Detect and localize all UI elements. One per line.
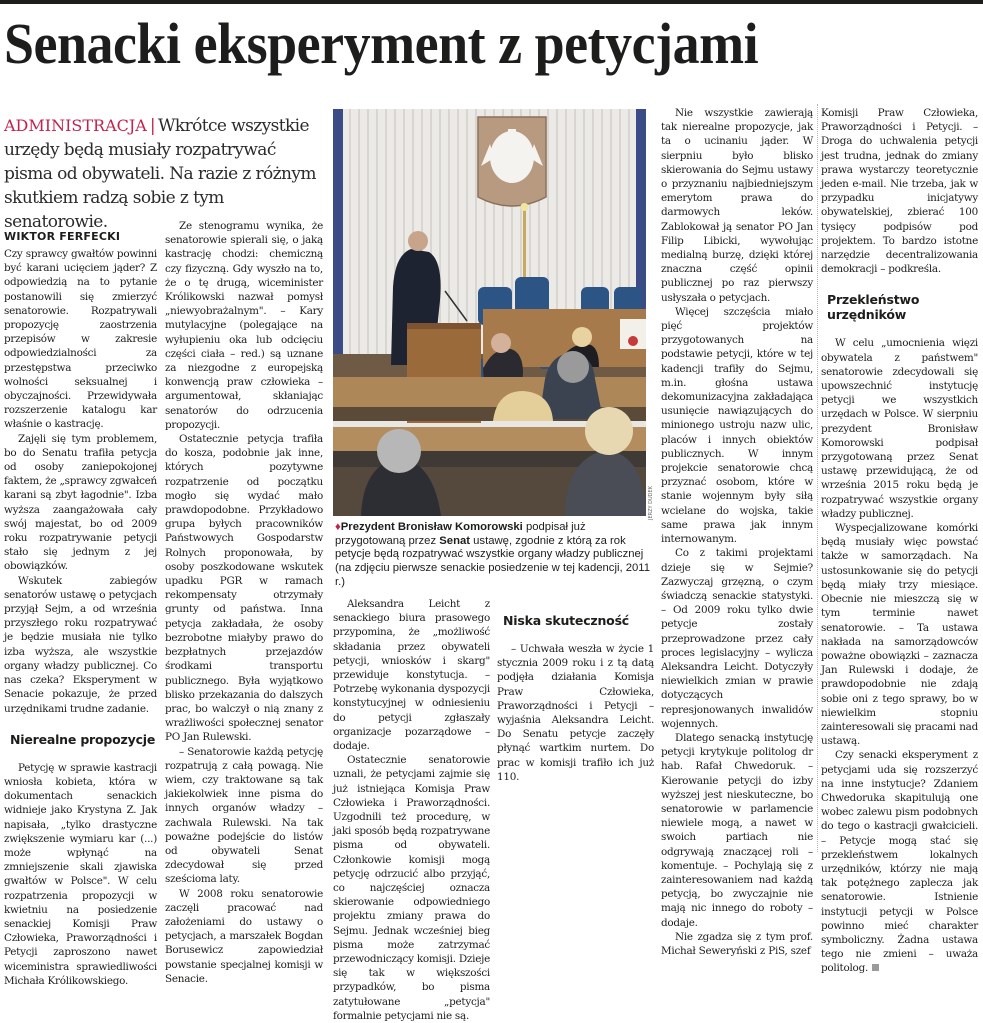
article-lead bbox=[4, 114, 326, 234]
paragraph: Wyspecjalizowane komórki będą musiały więc powstać także w samorządach. Na ustosunkowanie się do petycji będą miały trzy miesiące. Obecnie nie mieszczą się w tym terminie nawet senatorowie. – Ta ustawa nakłada na samorządowców poważne obowiązki – zaznacza Jan Rulewski i dodaje, że prawdopodobnie nie zdają sobie oni z tego sprawy, bo w niewielkim stopniu zainteresowali się pracami nad ustawą. bbox=[821, 522, 978, 748]
article-headline: Senacki eksperyment z petycjami bbox=[4, 11, 759, 76]
caption-text-2: ustawę, zgodnie z którą za rok petycje będą rozpatrywać wszystkie organy władzy publicznej (na zdjęciu pierwsze senackie posiedzenie w tej kadencji, 2011 r.) bbox=[335, 534, 651, 588]
subheading: Przekleństwo urzędników bbox=[827, 292, 920, 323]
photo-caption bbox=[335, 521, 655, 590]
caption-text-1: podpisał już przygotowaną przez bbox=[335, 521, 586, 547]
paragraph: Dlatego senacką instytucję petycji krytykuje politolog dr hab. Rafał Chwedoruk. – Kierowanie petycji do izby wyższej jest nieskuteczne, bo senatorowie w parlamencie niewiele mogą, a nawet w swoich partiach nie odgrywają znaczącej roli – komentuje. – Pochylają się z zainteresowaniem nad każdą petycją, bo zwyczajnie nie mają nic innego do roboty – dodaje. bbox=[661, 731, 813, 929]
paragraph: Komisji Praw Człowieka, Praworządności i Petycji. – Droga do uchwalenia petycji jest trudna, jednak do zmiany prawa wystarczy teoretycznie jeden e-mail. Nie trzeba, jak w przypadku inicjatywy obywatelskiej, zbierać 100 tysięcy podpisów pod projektem. To bardzo istotne narzędzie decentralizowania demokracji – podkreśla. bbox=[821, 107, 978, 276]
author-byline: WIKTOR FERFECKI bbox=[4, 230, 121, 243]
paragraph: – Senatorowie każdą petycję rozpatrują z całą powagą. Nie wiem, czy traktowane są tak jakiekolwiek inne pisma do innych organów władzy – zachwala Rulewski. Na tak poważne podejście do listów od obywateli Senat zdecydował się przed sześcioma laty. bbox=[165, 745, 323, 886]
wall-trim-left bbox=[333, 109, 343, 359]
text-column-2 bbox=[165, 219, 323, 986]
paragraph: Ostatecznie senatorowie uznali, że petycjami zajmie się już istniejąca Komisja Praw Człowieka i Praworządności. Uzgodnili też procedurę, w jaki sposób będą rozpatrywane pisma od obywateli. Członkowie komisji mogą petycję odrzucić albo przyjąć, co najczęściej oznacza skierowanie odpowiedniego projektu zmiany prawa do Sejmu. Jednak wcześniej bieg pisma może zatrzymać przewodniczący komisji. Dzieje się tak w większości przypadków, bo pisma zatytułowane „petycja" formalnie petycjami nie są. bbox=[333, 754, 490, 1022]
caption-bullet-icon: ♦ bbox=[335, 521, 341, 533]
paragraph: Ostatecznie petycja trafiła do kosza, podobnie jak inne, których pozytywne rozpatrzenie od początku mogło się wydać mało prawdopodobne. Przykładowo grupa byłych pracowników Państwowych Gospodarstw Rolnych proponowała, by osoby poszkodowane wskutek upadku PGR w ramach rekompensaty otrzymały grunty od państwa. Inna petycja zakładała, że osoby bezrobotne miałyby prawo do bezpłatnych przejazdów środkami transportu publicznego. Była wyjątkowo blisko przekazania do dalszych prac, bo walczył o nią znany z wrażliwości społecznej senator PO Jan Rulewski. bbox=[165, 433, 323, 744]
top-rule bbox=[0, 0, 983, 4]
column-divider bbox=[817, 104, 818, 852]
lead-text: Wkrótce wszystkie urzędy będą musiały rozpatrywać pisma od obywateli. Na razie z różnym skutkiem radzą sobie z tym senatorowie. bbox=[4, 116, 316, 232]
senate-chamber-illustration bbox=[333, 109, 646, 516]
senate-photo bbox=[333, 109, 646, 516]
paragraph: Co z takimi projektami dzieje się w Sejmie? Zazwyczaj grzęzną, o czym świadczą senackie statystyki. – Od 2009 roku tylko dwie petycje zostały przeprowadzone przez cały proces legislacyjny – wylicza Aleksandra Leicht. Dotyczyły niewielkich zmian w prawie dotyczących represjonowanych inwalidów wojennych. bbox=[661, 547, 813, 730]
text-column-6 bbox=[821, 106, 978, 976]
paragraph: W celu „umocnienia więzi obywatela z państwem" senatorowie zdecydowali się upowszechnić instytucję petycji we wszystkich urzędach w Polsce. W sierpniu prezydent Bronisław Komorowski podpisał przygotowaną przez Senat ustawę przewidującą, że od września 2015 roku będą je rozpatrywać wszystkie organy władzy publicznej. bbox=[821, 337, 978, 520]
text-column-3 bbox=[333, 597, 490, 1023]
text-column-5 bbox=[661, 106, 813, 958]
paragraph: Aleksandra Leicht z senackiego biura prasowego przypomina, że „możliwość składania przez obywateli petycji, wniosków i skarg" przewiduje konstytucja. – Potrzebę wykonania dyspozycji konstytucyjnej w odniesieniu do petycji zgłaszały organizacje pozarządowe – dodaje. bbox=[333, 598, 490, 753]
section-separator: | bbox=[149, 116, 155, 136]
paragraph: Nie zgadza się z tym prof. Michał Seweryński z PiS, szef bbox=[661, 930, 813, 957]
subheading: Niska skuteczność bbox=[503, 613, 630, 628]
paragraph: W 2008 roku senatorowie zaczęli pracować nad założeniami do ustawy o petycjach, a marszałek Bogdan Borusewicz zapowiedział powstanie specjalnej komisji w Senacie. bbox=[165, 887, 323, 985]
paragraph: Czy sprawcy gwałtów powinni być karani ucięciem jąder? Z odpowiedzią na to pytanie postanowili się zmierzyć senatorowie. Rozpatrywali propozycję zaostrzenia przepisów w zakresie odpowiedzialności za przestępstwa przeciwko wolności seksualnej i obyczajności. Przewidywała rozszerzenie katalogu kar właśnie o kastrację. bbox=[4, 248, 157, 431]
paragraph: Ze stenogramu wynika, że senatorowie spierali się, o jaką kastrację chodzi: chemiczną czy fizyczną. Gdy wyszło na to, że o tę drugą, wiceminister Królikowski nazwał pomysł „niewyobrażalnym". – Kary mutylacyjne (polegające na wyłupieniu oka lub odcięciu części ciała – red.) są uznane za niezgodne z europejską konwencją praw człowieka – argumentował, skłaniając senatorów do odrzucenia propozycji. bbox=[165, 220, 323, 431]
photo-credit: JERZY DUDEK bbox=[648, 486, 654, 520]
text-column-1 bbox=[4, 247, 157, 988]
paragraph: Zajęli się tym problemem, bo do Senatu trafiła petycja od osoby zaniepokojonej faktem, że „sprawcy zgwałceń karani są zbyt łagodnie". Izba wyższa zaangażowała cały swój majestat, bo od 2009 roku rozpatrywanie petycji stało się jednym z jej obowiązków. bbox=[4, 432, 157, 573]
subheading: Nierealne propozycje bbox=[10, 731, 156, 747]
paragraph: Więcej szczęścia miało pięć projektów przygotowanych na podstawie petycji, które w tej kadencji trafiły do Sejmu, m.in. głośna ustawa dekomunizacyjna zakładająca usunięcie nawiązujących do minionego ustroju nazw ulic, placów i innych obiektów publicznych. W innym projekcie senatorowie chcą przyznać osobom, które w stanie wojennym były siłą wcielane do wojska, takie same prawa jak innym internowanym. bbox=[661, 305, 813, 546]
paragraph: Wskutek zabiegów senatorów ustawę o petycjach przyjął Sejm, a od września przyszłego roku rozpatrywać je będzie musiała nie tylko izba wyższa, ale wszystkie organy władzy publicznej. Co nas czeka? Eksperyment w Senacie pokazuje, że przed urzędnikami trudne zadanie. bbox=[4, 574, 157, 715]
paragraph: Czy senacki eksperyment z petycjami uda się rozszerzyć na inne instytucje? Zdaniem Chwedoruka skapitulują one wobec zalewu pism podobnych do tego o kastracji gwałcicieli. – Petycje mogą stać się przekleństwem lokalnych urzędników, którzy nie mają tak potężnego zaplecza jak senatorowie. Istnienie instytucji petycji w Polsce powinno mieć charakter symboliczny. Żadna ustawa tego nie zmieni – uważa politolog. bbox=[821, 749, 978, 975]
end-of-article-icon bbox=[872, 964, 879, 971]
paragraph: – Uchwała weszła w życie 1 stycznia 2009 roku i z tą datą podjęła działania Komisja Praw Człowieka, Praworządności i Petycji – wyjaśnia Aleksandra Leicht. Do Senatu petycje zaczęły płynąć wartkim nurtem. Do prac w komisji trafiło ich już 110. bbox=[497, 643, 654, 783]
section-label: ADMINISTRACJA bbox=[4, 116, 147, 135]
paragraph: Petycję w sprawie kastracji wniosła kobieta, która w dokumentach senackich widnieje jako Krystyna Z. Jak napisała, „tylko drastyczne zwiększenie wymiaru kar (...) może wpłynąć na zmniejszenie skali zjawiska gwałtów w Polsce". W celu rozpatrzenia propozycji w kwietniu na posiedzenie senackiej Komisji Praw Człowieka, Praworządności i Petycji zaproszono nawet wiceministra sprawiedliwości Michała Królikowskiego. bbox=[4, 761, 157, 987]
text-column-4 bbox=[497, 597, 654, 784]
caption-bold-senate: Senat bbox=[439, 534, 471, 547]
caption-bold-president: Prezydent Bronisław Komorowski bbox=[340, 521, 523, 533]
paragraph: Nie wszystkie zawierają tak nierealne propozycje, jak ta o ucinaniu jąder. W sierpniu było blisko skierowania do Sejmu ustawy o przyznaniu najbiedniejszym emerytom prawa do darmowych leków. Zablokował ją senator PO Jan Filip Libicki, wywołując medialną burzę, dzięki której znaczna część opinii publicznej po raz pierwszy usłyszała o petycjach. bbox=[661, 107, 813, 304]
